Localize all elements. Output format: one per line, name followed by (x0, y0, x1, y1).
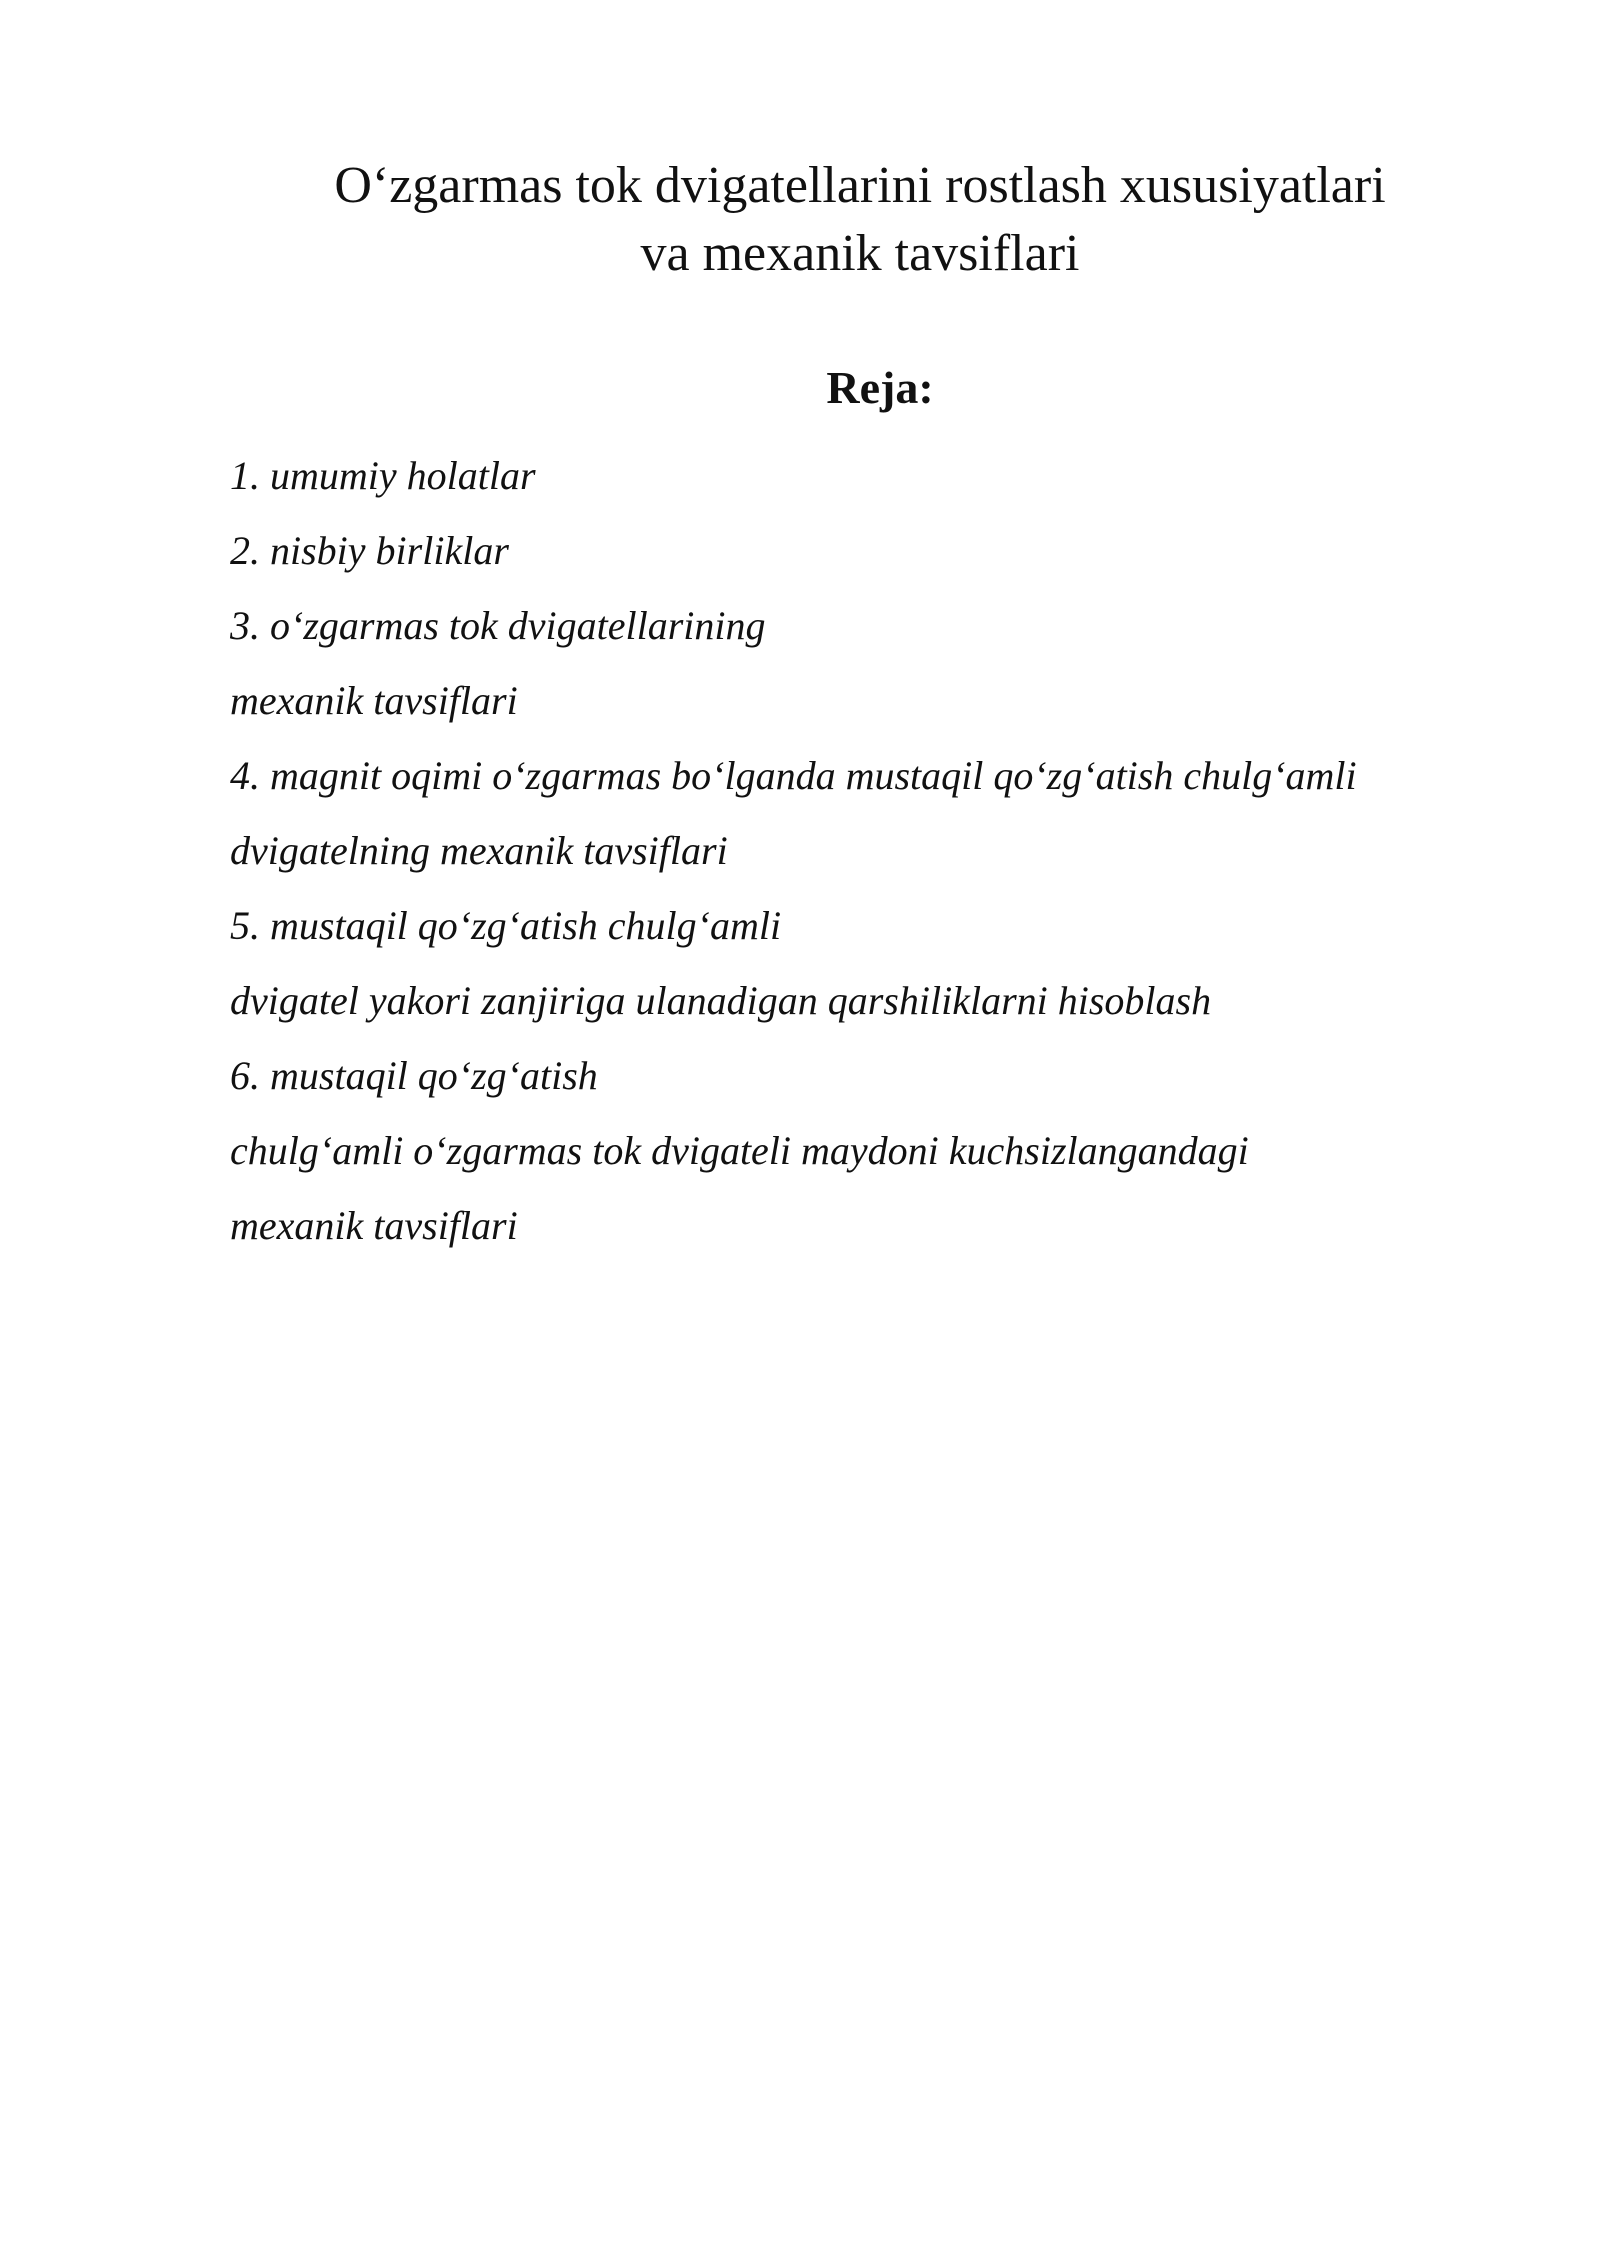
plan-line: 5. mustaqil qo‘zg‘atish chulg‘amli (230, 903, 782, 948)
plan-heading: Reja: (826, 362, 934, 413)
plan-line: 3. o‘zgarmas tok dvigatellarining (230, 603, 766, 648)
document-title (230, 152, 1490, 288)
plan-line: mexanik tavsiflari (230, 678, 518, 723)
plan-line: mexanik tavsiflari (230, 1203, 518, 1248)
plan-list (230, 438, 1530, 1263)
document-title-line-1: O‘zgarmas tok dvigatellarini rostlash xususiyatlari (334, 157, 1386, 214)
plan-line: 2. nisbiy birliklar (230, 528, 509, 573)
plan-line: 4. magnit oqimi o‘zgarmas bo‘lganda mustaqil qo‘zg‘atish chulg‘amli (230, 753, 1357, 798)
document-title-line-2: va mexanik tavsiflari (640, 225, 1080, 282)
plan-line: dvigatelning mexanik tavsiflari (230, 828, 728, 873)
plan-line: 6. mustaqil qo‘zg‘atish (230, 1053, 598, 1098)
plan-line: 1. umumiy holatlar (230, 453, 536, 498)
plan-line: chulg‘amli o‘zgarmas tok dvigateli maydoni kuchsizlangandagi (230, 1128, 1249, 1173)
plan-line: dvigatel yakori zanjiriga ulanadigan qarshiliklarni hisoblash (230, 978, 1212, 1023)
